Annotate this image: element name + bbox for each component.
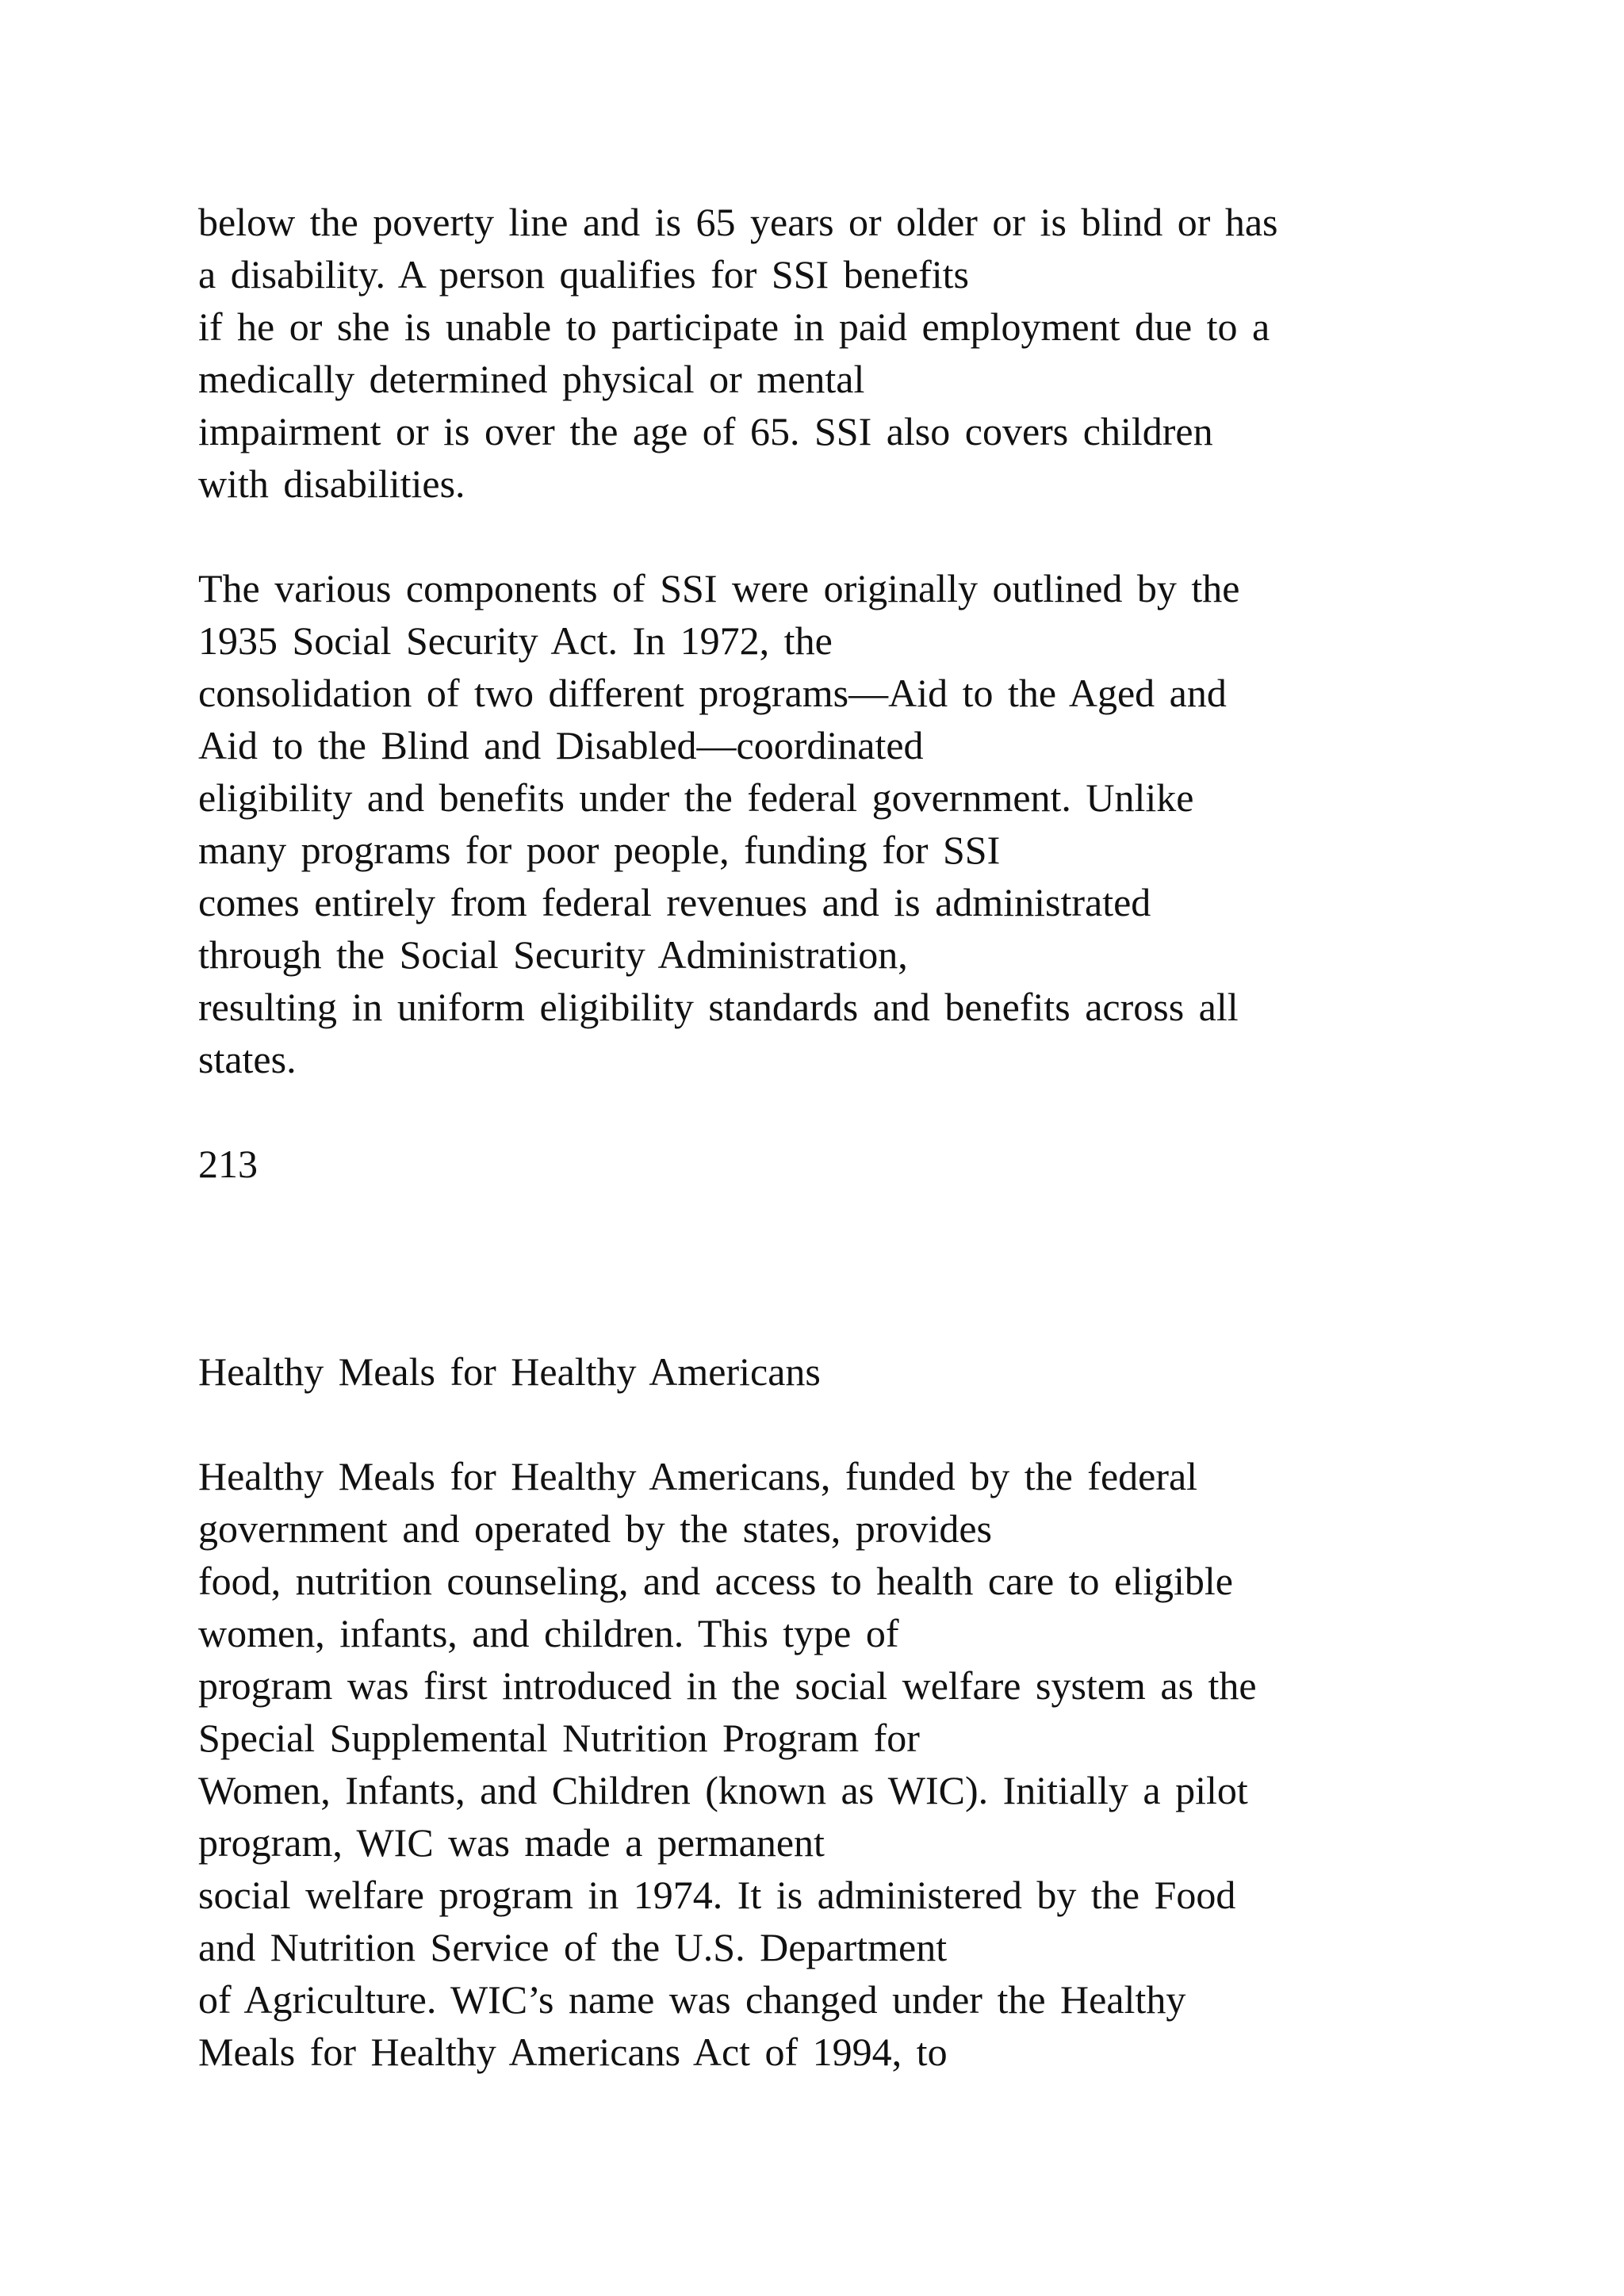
page-number: 213 — [198, 1142, 258, 1186]
text-line: Women, Infants, and Children (known as WIC). Initially a pilot — [198, 1768, 1248, 1812]
text-line: states. — [198, 1037, 297, 1081]
section-heading: Healthy Meals for Healthy Americans — [198, 1349, 821, 1394]
text-line: impairment or is over the age of 65. SSI also covers children — [198, 409, 1213, 453]
text-line: social welfare program in 1974. It is administered by the Food — [198, 1873, 1236, 1917]
text-line: below the poverty line and is 65 years or older or is blind or has — [198, 200, 1278, 244]
text-line: of Agriculture. WIC’s name was changed under the Healthy — [198, 1977, 1186, 2022]
text-line: 1935 Social Security Act. In 1972, the — [198, 618, 833, 663]
text-line: many programs for poor people, funding for SSI — [198, 828, 1001, 872]
text-line: and Nutrition Service of the U.S. Department — [198, 1925, 948, 1969]
text-line: comes entirely from federal revenues and is administrated — [198, 880, 1151, 924]
text-line: if he or she is unable to participate in paid employment due to a — [198, 304, 1270, 349]
text-line: consolidation of two different programs—Aid to the Aged and — [198, 671, 1227, 715]
text-line: medically determined physical or mental — [198, 357, 865, 401]
text-line: The various components of SSI were originally outlined by the — [198, 566, 1240, 610]
text-line: through the Social Security Administration, — [198, 932, 908, 977]
text-line: Healthy Meals for Healthy Americans, funded by the federal — [198, 1454, 1198, 1498]
text-line: a disability. A person qualifies for SSI benefits — [198, 252, 969, 297]
text-line: program, WIC was made a permanent — [198, 1820, 825, 1865]
text-line: Meals for Healthy Americans Act of 1994, to — [198, 2030, 948, 2074]
text-line: resulting in uniform eligibility standards and benefits across all — [198, 985, 1239, 1029]
text-line: Special Supplemental Nutrition Program for — [198, 1716, 920, 1760]
text-line: program was first introduced in the social welfare system as the — [198, 1663, 1257, 1708]
text-line: government and operated by the states, provides — [198, 1506, 992, 1551]
text-line: Aid to the Blind and Disabled—coordinated — [198, 723, 924, 767]
text-line: eligibility and benefits under the federal government. Unlike — [198, 775, 1194, 820]
text-line: food, nutrition counseling, and access to health care to eligible — [198, 1559, 1234, 1603]
text-line: with disabilities. — [198, 461, 465, 506]
text-line: women, infants, and children. This type of — [198, 1611, 899, 1655]
